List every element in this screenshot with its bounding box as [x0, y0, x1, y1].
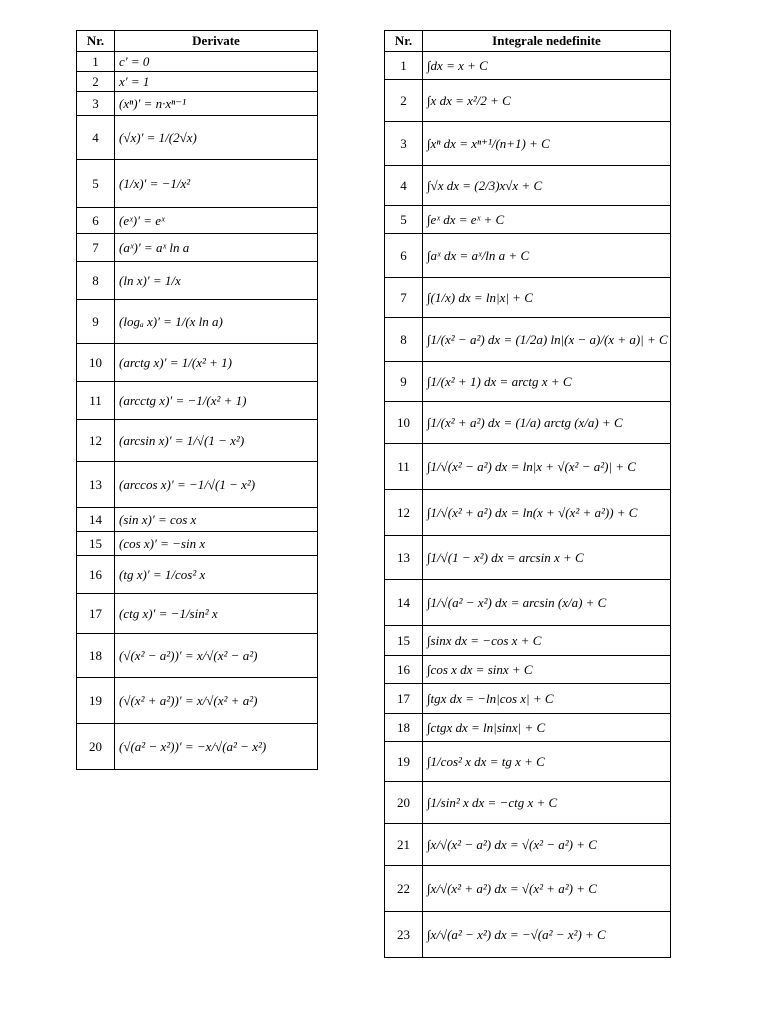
integral-formula: ∫x/√(x² − a²) dx = √(x² − a²) + C	[423, 824, 671, 866]
derivative-row-number: 11	[77, 382, 115, 420]
integral-row	[385, 122, 671, 166]
derivative-formula: (√(x² − a²))′ = x/√(x² − a²)	[115, 634, 318, 678]
integral-row	[385, 444, 671, 490]
integral-formula: ∫1/√(x² + a²) dx = ln(x + √(x² + a²)) + C	[423, 490, 671, 536]
derivative-row	[77, 72, 318, 92]
integral-row-number: 11	[385, 444, 423, 490]
integral-row-number: 8	[385, 318, 423, 362]
derivative-row-number: 3	[77, 92, 115, 116]
derivative-row	[77, 92, 318, 116]
integral-row-number: 14	[385, 580, 423, 626]
integral-row	[385, 684, 671, 714]
integral-formula: ∫ctgx dx = ln|sinx| + C	[423, 714, 671, 742]
derivatives-table	[76, 30, 318, 770]
integral-row	[385, 402, 671, 444]
integral-row	[385, 580, 671, 626]
derivative-row	[77, 508, 318, 532]
derivative-formula: (logₐ x)′ = 1/(x ln a)	[115, 300, 318, 344]
derivative-row-number: 18	[77, 634, 115, 678]
integral-formula: ∫1/sin² x dx = −ctg x + C	[423, 782, 671, 824]
integral-row	[385, 206, 671, 234]
derivative-formula: (√x)′ = 1/(2√x)	[115, 116, 318, 160]
derivative-row	[77, 594, 318, 634]
derivative-row	[77, 160, 318, 208]
derivatives-body	[77, 52, 318, 770]
derivative-row	[77, 420, 318, 462]
integral-formula: ∫xⁿ dx = xⁿ⁺¹/(n+1) + C	[423, 122, 671, 166]
integral-row-number: 4	[385, 166, 423, 206]
derivative-row-number: 7	[77, 234, 115, 262]
integral-formula: ∫x/√(a² − x²) dx = −√(a² − x²) + C	[423, 912, 671, 958]
integral-row-number: 12	[385, 490, 423, 536]
derivative-formula: (tg x)′ = 1/cos² x	[115, 556, 318, 594]
integrals-nr-header: Nr.	[385, 31, 423, 52]
derivative-row-number: 5	[77, 160, 115, 208]
integral-row	[385, 626, 671, 656]
derivative-row-number: 17	[77, 594, 115, 634]
integrals-table	[384, 30, 671, 958]
integral-row-number: 13	[385, 536, 423, 580]
derivative-row-number: 8	[77, 262, 115, 300]
derivative-row	[77, 208, 318, 234]
derivative-row	[77, 634, 318, 678]
integral-row	[385, 912, 671, 958]
integral-formula: ∫√x dx = (2/3)x√x + C	[423, 166, 671, 206]
integral-formula: ∫1/√(1 − x²) dx = arcsin x + C	[423, 536, 671, 580]
integral-formula: ∫eˣ dx = eˣ + C	[423, 206, 671, 234]
derivative-row	[77, 52, 318, 72]
derivative-row	[77, 116, 318, 160]
derivatives-nr-header: Nr.	[77, 31, 115, 52]
integral-formula: ∫x dx = x²/2 + C	[423, 80, 671, 122]
integrals-title-header: Integrale nedefinite	[423, 31, 671, 52]
integral-row	[385, 536, 671, 580]
integral-row-number: 9	[385, 362, 423, 402]
integral-row-number: 2	[385, 80, 423, 122]
integral-row	[385, 782, 671, 824]
integral-row-number: 21	[385, 824, 423, 866]
derivative-formula: (arcsin x)′ = 1/√(1 − x²)	[115, 420, 318, 462]
integral-row	[385, 234, 671, 278]
derivative-formula: (arccos x)′ = −1/√(1 − x²)	[115, 462, 318, 508]
derivative-formula: (arctg x)′ = 1/(x² + 1)	[115, 344, 318, 382]
derivative-row-number: 9	[77, 300, 115, 344]
derivative-row-number: 15	[77, 532, 115, 556]
derivative-formula: (1/x)′ = −1/x²	[115, 160, 318, 208]
integral-row-number: 16	[385, 656, 423, 684]
derivatives-header-row	[77, 31, 318, 52]
derivative-row	[77, 300, 318, 344]
integral-row-number: 7	[385, 278, 423, 318]
integral-row-number: 1	[385, 52, 423, 80]
derivative-row-number: 4	[77, 116, 115, 160]
integral-row	[385, 80, 671, 122]
derivative-row-number: 16	[77, 556, 115, 594]
derivative-row	[77, 344, 318, 382]
integral-formula: ∫1/cos² x dx = tg x + C	[423, 742, 671, 782]
derivatives-title-header: Derivate	[115, 31, 318, 52]
derivative-row-number: 12	[77, 420, 115, 462]
integral-row	[385, 166, 671, 206]
integral-row	[385, 742, 671, 782]
integral-row-number: 18	[385, 714, 423, 742]
integral-row-number: 20	[385, 782, 423, 824]
integral-row-number: 10	[385, 402, 423, 444]
integral-row	[385, 52, 671, 80]
derivative-formula: (ln x)′ = 1/x	[115, 262, 318, 300]
derivative-formula: c′ = 0	[115, 52, 318, 72]
integral-row	[385, 824, 671, 866]
derivative-row-number: 1	[77, 52, 115, 72]
derivative-formula: (√(x² + a²))′ = x/√(x² + a²)	[115, 678, 318, 724]
derivative-formula: (√(a² − x²))′ = −x/√(a² − x²)	[115, 724, 318, 770]
integral-row	[385, 490, 671, 536]
derivative-row-number: 10	[77, 344, 115, 382]
derivative-row	[77, 462, 318, 508]
integral-formula: ∫sinx dx = −cos x + C	[423, 626, 671, 656]
derivative-formula: x′ = 1	[115, 72, 318, 92]
integral-row-number: 17	[385, 684, 423, 714]
derivative-formula: (cos x)′ = −sin x	[115, 532, 318, 556]
integral-row-number: 15	[385, 626, 423, 656]
integral-row-number: 3	[385, 122, 423, 166]
derivative-row-number: 19	[77, 678, 115, 724]
integral-row	[385, 656, 671, 684]
integral-formula: ∫1/√(x² − a²) dx = ln|x + √(x² − a²)| + C	[423, 444, 671, 490]
integral-formula: ∫cos x dx = sinx + C	[423, 656, 671, 684]
integral-formula: ∫tgx dx = −ln|cos x| + C	[423, 684, 671, 714]
integral-formula: ∫1/√(a² − x²) dx = arcsin (x/a) + C	[423, 580, 671, 626]
derivative-row	[77, 262, 318, 300]
integral-row-number: 23	[385, 912, 423, 958]
derivative-row-number: 20	[77, 724, 115, 770]
derivative-row	[77, 556, 318, 594]
derivative-row	[77, 724, 318, 770]
derivative-row-number: 13	[77, 462, 115, 508]
derivative-row-number: 2	[77, 72, 115, 92]
integral-formula: ∫dx = x + C	[423, 52, 671, 80]
derivative-row-number: 14	[77, 508, 115, 532]
derivative-formula: (eˣ)′ = eˣ	[115, 208, 318, 234]
integral-row-number: 19	[385, 742, 423, 782]
integral-formula: ∫1/(x² + 1) dx = arctg x + C	[423, 362, 671, 402]
derivative-formula: (aˣ)′ = aˣ ln a	[115, 234, 318, 262]
integral-formula: ∫(1/x) dx = ln|x| + C	[423, 278, 671, 318]
derivative-formula: (sin x)′ = cos x	[115, 508, 318, 532]
derivative-formula: (xⁿ)′ = n·xⁿ⁻¹	[115, 92, 318, 116]
derivative-row	[77, 532, 318, 556]
integrals-body	[385, 52, 671, 958]
integral-formula: ∫1/(x² + a²) dx = (1/a) arctg (x/a) + C	[423, 402, 671, 444]
integral-row-number: 5	[385, 206, 423, 234]
derivative-row-number: 6	[77, 208, 115, 234]
integral-row	[385, 318, 671, 362]
derivative-row	[77, 234, 318, 262]
derivative-formula: (ctg x)′ = −1/sin² x	[115, 594, 318, 634]
integral-formula: ∫x/√(x² + a²) dx = √(x² + a²) + C	[423, 866, 671, 912]
integrals-header-row	[385, 31, 671, 52]
integral-row	[385, 278, 671, 318]
integral-formula: ∫aˣ dx = aˣ/ln a + C	[423, 234, 671, 278]
integral-row-number: 6	[385, 234, 423, 278]
integral-row	[385, 362, 671, 402]
integral-row-number: 22	[385, 866, 423, 912]
derivative-formula: (arcctg x)′ = −1/(x² + 1)	[115, 382, 318, 420]
integral-row	[385, 714, 671, 742]
integral-row	[385, 866, 671, 912]
derivative-row	[77, 382, 318, 420]
derivative-row	[77, 678, 318, 724]
integral-formula: ∫1/(x² − a²) dx = (1/2a) ln|(x − a)/(x + a)| + C	[423, 318, 671, 362]
